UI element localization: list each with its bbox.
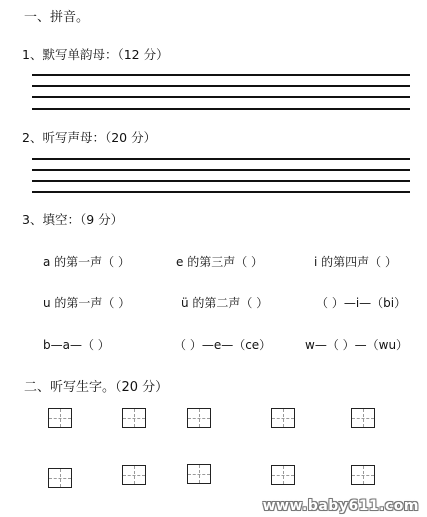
writing-line bbox=[32, 74, 410, 76]
fill-item: ü 的第二声（ ） bbox=[181, 296, 269, 310]
writing-box[interactable] bbox=[122, 465, 146, 485]
fill-item: e 的第三声（ ） bbox=[176, 255, 264, 269]
writing-box[interactable] bbox=[271, 408, 295, 428]
writing-line bbox=[32, 85, 410, 87]
writing-line bbox=[32, 180, 410, 182]
writing-box[interactable] bbox=[351, 408, 375, 428]
fill-item: a 的第一声（ ） bbox=[43, 255, 130, 269]
writing-box[interactable] bbox=[48, 468, 72, 488]
question-2-label: 2、听写声母：（20 分） bbox=[22, 130, 157, 145]
writing-line bbox=[32, 191, 410, 193]
writing-line bbox=[32, 108, 410, 110]
fill-item: （ ）—e—（ce） bbox=[174, 338, 272, 352]
writing-box[interactable] bbox=[48, 408, 72, 428]
writing-box[interactable] bbox=[187, 408, 211, 428]
question-1-label: 1、默写单韵母：（12 分） bbox=[22, 47, 169, 62]
fill-item: w—（ ）—（wu） bbox=[305, 338, 409, 352]
writing-box[interactable] bbox=[351, 465, 375, 485]
fill-item: b—a—（ ） bbox=[43, 338, 110, 352]
question-3-label: 3、填空：（9 分） bbox=[22, 212, 124, 227]
writing-line bbox=[32, 96, 410, 98]
fill-item: i 的第四声（ ） bbox=[314, 255, 397, 269]
fill-item: （ ）—i—（bi） bbox=[316, 296, 407, 310]
writing-box[interactable] bbox=[187, 464, 211, 484]
section-2-title: 二、听写生字。（20 分） bbox=[24, 380, 169, 395]
writing-box[interactable] bbox=[271, 465, 295, 485]
writing-box[interactable] bbox=[122, 408, 146, 428]
section-1-title: 一、拼音。 bbox=[24, 10, 90, 25]
site-watermark: www.baby611.com bbox=[262, 498, 419, 514]
writing-line bbox=[32, 169, 410, 171]
writing-line bbox=[32, 158, 410, 160]
fill-item: u 的第一声（ ） bbox=[43, 296, 131, 310]
